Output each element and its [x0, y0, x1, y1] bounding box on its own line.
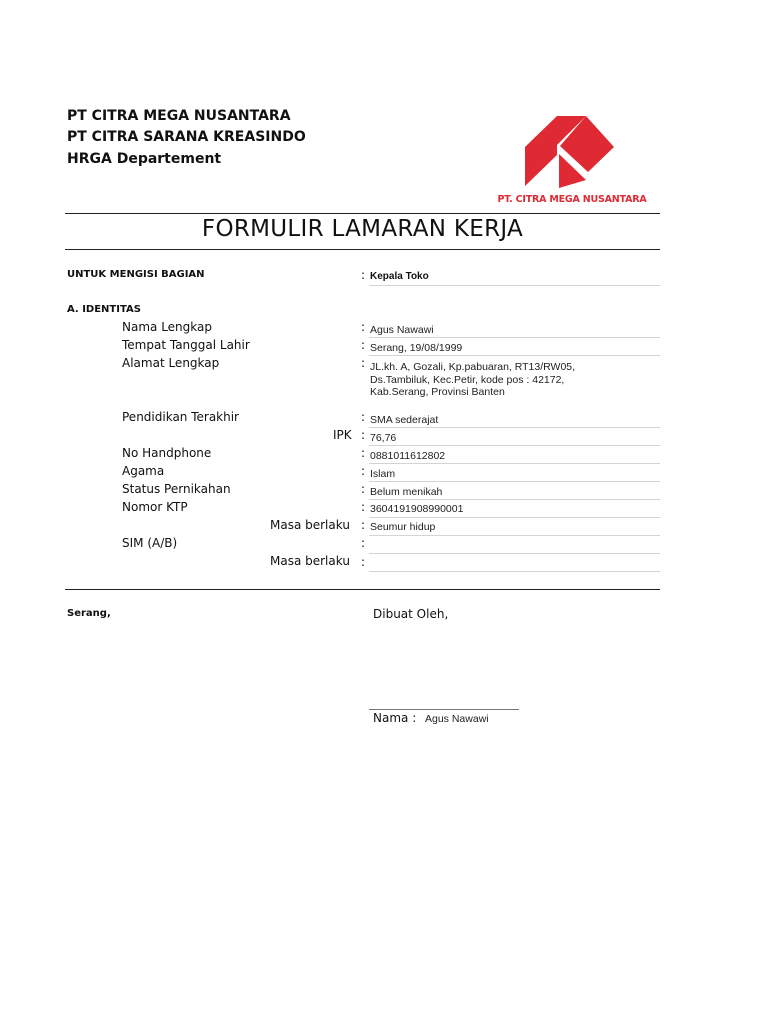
- alamat-line-2[interactable]: Ds.Tambiluk, Kec.Petir, kode pos : 42172,: [370, 374, 565, 386]
- colon: :: [361, 464, 366, 478]
- signer-name-value[interactable]: Agus Nawawi: [425, 713, 489, 725]
- colon: :: [361, 356, 366, 370]
- position-value[interactable]: Kepala Toko: [370, 271, 429, 282]
- alamat-line-3[interactable]: Kab.Serang, Provinsi Banten: [370, 386, 505, 398]
- hp-label: No Handphone: [122, 446, 212, 460]
- field-underline: [369, 571, 660, 572]
- colon: :: [361, 500, 366, 514]
- sim-label: SIM (A/B): [122, 536, 178, 550]
- field-underline: [369, 517, 660, 518]
- sim-masa-label: Masa berlaku: [270, 554, 350, 568]
- field-underline: [369, 445, 660, 446]
- nama-label: Nama Lengkap: [122, 320, 212, 334]
- colon: :: [361, 536, 366, 550]
- alamat-label: Alamat Lengkap: [122, 356, 220, 370]
- status-label: Status Pernikahan: [122, 482, 231, 496]
- department-name: HRGA Departement: [67, 151, 222, 167]
- field-underline: [369, 535, 660, 536]
- signature-line: [369, 709, 519, 710]
- ttl-value[interactable]: Serang, 19/08/1999: [370, 342, 463, 354]
- section-bottom-rule: [65, 589, 660, 590]
- colon: :: [361, 320, 366, 334]
- field-underline: [369, 553, 660, 554]
- colon: :: [361, 268, 366, 282]
- logo-caption: PT. CITRA MEGA NUSANTARA: [497, 194, 647, 205]
- place-label: Serang,: [67, 608, 111, 619]
- alamat-line-1[interactable]: JL.kh. A, Gozali, Kp.pabuaran, RT13/RW05,: [370, 361, 576, 373]
- ktp-value[interactable]: 3604191908990001: [370, 503, 464, 515]
- company-logo: [496, 110, 648, 210]
- pendidikan-label: Pendidikan Terakhir: [122, 410, 239, 424]
- colon: :: [361, 446, 366, 460]
- title-bottom-rule: [65, 249, 660, 250]
- ktp-masa-label: Masa berlaku: [270, 518, 350, 532]
- section-identitas-heading: A. IDENTITAS: [67, 304, 141, 315]
- signer-name-label: Nama :: [373, 711, 417, 725]
- hp-value[interactable]: 0881011612802: [370, 450, 446, 462]
- agama-label: Agama: [122, 464, 165, 478]
- colon: :: [361, 428, 366, 442]
- position-label: UNTUK MENGISI BAGIAN: [67, 269, 205, 280]
- field-underline: [369, 499, 660, 500]
- field-underline: [369, 355, 660, 356]
- colon: :: [361, 555, 366, 569]
- pendidikan-value[interactable]: SMA sederajat: [370, 414, 439, 426]
- agama-value[interactable]: Islam: [370, 468, 396, 480]
- colon: :: [361, 518, 366, 532]
- status-value[interactable]: Belum menikah: [370, 486, 443, 498]
- colon: :: [361, 482, 366, 496]
- company-name-1: PT CITRA MEGA NUSANTARA: [67, 108, 291, 124]
- ttl-label: Tempat Tanggal Lahir: [122, 338, 250, 352]
- field-underline: [369, 427, 660, 428]
- red-cube-icon: [496, 110, 648, 194]
- made-by-label: Dibuat Oleh,: [373, 607, 449, 621]
- title-top-rule: [65, 213, 660, 214]
- ipk-label: IPK: [333, 428, 352, 442]
- field-underline: [369, 337, 660, 338]
- company-name-2: PT CITRA SARANA KREASINDO: [67, 129, 306, 145]
- form-title: FORMULIR LAMARAN KERJA: [201, 216, 524, 242]
- ipk-value[interactable]: 76,76: [370, 432, 397, 444]
- field-underline: [369, 463, 660, 464]
- colon: :: [361, 338, 366, 352]
- ktp-label: Nomor KTP: [122, 500, 188, 514]
- colon: :: [361, 410, 366, 424]
- ktp-masa-value[interactable]: Seumur hidup: [370, 521, 436, 533]
- field-underline: [369, 481, 660, 482]
- nama-value[interactable]: Agus Nawawi: [370, 324, 434, 336]
- field-underline: [369, 285, 660, 286]
